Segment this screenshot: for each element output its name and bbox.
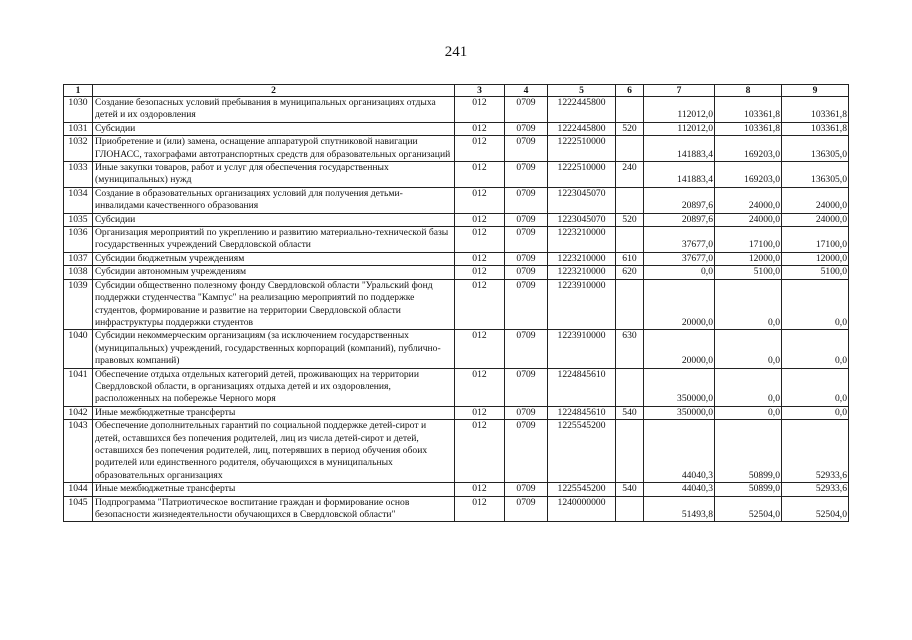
- table-row: [64, 187, 849, 213]
- amount-cell-7: 37677,0: [644, 227, 715, 253]
- amount-cell-9: 5100,0: [782, 266, 849, 279]
- target-article-cell: 1222445800: [548, 122, 616, 135]
- description-cell: Обеспечение отдыха отдельных категорий детей, проживающих на территории Свердловской области, в организациях отдыха детей и их оздоровления, расположенных на побережье Черного моря: [93, 368, 455, 406]
- section-code-cell: 0709: [505, 279, 548, 330]
- target-article-cell: 1240000000: [548, 496, 616, 522]
- description-cell: Обеспечение дополнительных гарантий по социальной поддержке детей-сирот и детей, оставшихся без попечения родителей, лиц из числа детей-сирот и детей, оставшихся без попечения родителей, лиц, потерявших в период обучения обоих родителей или единственного родителя, обучающихся в муниципальных образовательных организациях: [93, 420, 455, 483]
- header-row: [64, 85, 849, 97]
- description-cell: Иные межбюджетные трансферты: [93, 483, 455, 496]
- amount-cell-8: 103361,8: [715, 97, 782, 123]
- expense-type-cell: 630: [616, 330, 644, 368]
- table-row: [64, 136, 849, 162]
- target-article-cell: 1223910000: [548, 279, 616, 330]
- amount-cell-9: 0,0: [782, 330, 849, 368]
- ministry-code-cell: 012: [455, 483, 505, 496]
- amount-cell-7: 44040,3: [644, 420, 715, 483]
- description-cell: Субсидии: [93, 122, 455, 135]
- expense-type-cell: [616, 227, 644, 253]
- row-number-cell: 1038: [64, 266, 93, 279]
- amount-cell-9: 0,0: [782, 368, 849, 406]
- section-code-cell: 0709: [505, 227, 548, 253]
- description-cell: Иные межбюджетные трансферты: [93, 406, 455, 419]
- amount-cell-9: 0,0: [782, 406, 849, 419]
- description-cell: Иные закупки товаров, работ и услуг для обеспечения государственных (муниципальных) нужд: [93, 162, 455, 188]
- table-row: [64, 330, 849, 368]
- table-row: [64, 122, 849, 135]
- row-number-cell: 1040: [64, 330, 93, 368]
- amount-cell-9: 103361,8: [782, 122, 849, 135]
- row-number-cell: 1037: [64, 252, 93, 265]
- amount-cell-7: 20000,0: [644, 279, 715, 330]
- expense-type-cell: [616, 279, 644, 330]
- target-article-cell: 1224845610: [548, 406, 616, 419]
- column-header: 6: [616, 85, 644, 97]
- target-article-cell: 1223210000: [548, 266, 616, 279]
- amount-cell-8: 50899,0: [715, 420, 782, 483]
- section-code-cell: 0709: [505, 162, 548, 188]
- row-number-cell: 1036: [64, 227, 93, 253]
- expense-type-cell: 540: [616, 483, 644, 496]
- description-cell: Субсидии бюджетным учреждениям: [93, 252, 455, 265]
- description-cell: Субсидии общественно полезному фонду Свердловской области "Уральский фонд поддержки студенчества "Кампус" на реализацию мероприятий по поддержке студентов, формирование и развитие на территории Свердловской области инфраструктуры поддержки студентов: [93, 279, 455, 330]
- table-row: [64, 266, 849, 279]
- amount-cell-8: 169203,0: [715, 162, 782, 188]
- amount-cell-8: 50899,0: [715, 483, 782, 496]
- amount-cell-8: 0,0: [715, 406, 782, 419]
- ministry-code-cell: 012: [455, 406, 505, 419]
- target-article-cell: 1224845610: [548, 368, 616, 406]
- ministry-code-cell: 012: [455, 252, 505, 265]
- amount-cell-8: 0,0: [715, 279, 782, 330]
- target-article-cell: 1222510000: [548, 136, 616, 162]
- target-article-cell: 1225545200: [548, 483, 616, 496]
- section-code-cell: 0709: [505, 187, 548, 213]
- description-cell: Субсидии некоммерческим организациям (за исключением государственных (муниципальных) учреждений, государственных корпораций (компаний), публично-правовых компаний): [93, 330, 455, 368]
- row-number-cell: 1039: [64, 279, 93, 330]
- target-article-cell: 1223045070: [548, 187, 616, 213]
- description-cell: Субсидии: [93, 213, 455, 226]
- column-header: 3: [455, 85, 505, 97]
- row-number-cell: 1045: [64, 496, 93, 522]
- table-row: [64, 279, 849, 330]
- ministry-code-cell: 012: [455, 279, 505, 330]
- table-row: [64, 406, 849, 419]
- target-article-cell: 1222445800: [548, 97, 616, 123]
- expense-type-cell: 240: [616, 162, 644, 188]
- table-row: [64, 368, 849, 406]
- amount-cell-8: 169203,0: [715, 136, 782, 162]
- column-header: 4: [505, 85, 548, 97]
- page-number: 241: [444, 44, 468, 60]
- amount-cell-9: 52933,6: [782, 420, 849, 483]
- amount-cell-9: 136305,0: [782, 136, 849, 162]
- table-row: [64, 420, 849, 483]
- ministry-code-cell: 012: [455, 122, 505, 135]
- column-header: 2: [93, 85, 455, 97]
- amount-cell-9: 103361,8: [782, 97, 849, 123]
- amount-cell-9: 24000,0: [782, 187, 849, 213]
- table-row: [64, 483, 849, 496]
- description-cell: Субсидии автономным учреждениям: [93, 266, 455, 279]
- section-code-cell: 0709: [505, 97, 548, 123]
- row-number-cell: 1043: [64, 420, 93, 483]
- budget-table: [63, 84, 849, 522]
- amount-cell-7: 350000,0: [644, 368, 715, 406]
- row-number-cell: 1044: [64, 483, 93, 496]
- section-code-cell: 0709: [505, 330, 548, 368]
- amount-cell-9: 136305,0: [782, 162, 849, 188]
- amount-cell-9: 24000,0: [782, 213, 849, 226]
- amount-cell-8: 52504,0: [715, 496, 782, 522]
- target-article-cell: 1223045070: [548, 213, 616, 226]
- column-header: 5: [548, 85, 616, 97]
- amount-cell-9: 17100,0: [782, 227, 849, 253]
- section-code-cell: 0709: [505, 136, 548, 162]
- amount-cell-7: 350000,0: [644, 406, 715, 419]
- amount-cell-7: 20897,6: [644, 213, 715, 226]
- expense-type-cell: [616, 368, 644, 406]
- description-cell: Создание в образовательных организациях условий для получения детьми-инвалидами качественного образования: [93, 187, 455, 213]
- section-code-cell: 0709: [505, 266, 548, 279]
- expense-type-cell: [616, 136, 644, 162]
- amount-cell-7: 44040,3: [644, 483, 715, 496]
- description-cell: Организация мероприятий по укреплению и развитию материально-технической базы государственных учреждений Свердловской области: [93, 227, 455, 253]
- amount-cell-7: 20897,6: [644, 187, 715, 213]
- amount-cell-8: 24000,0: [715, 213, 782, 226]
- amount-cell-8: 12000,0: [715, 252, 782, 265]
- description-cell: Приобретение и (или) замена, оснащение аппаратурой спутниковой навигации ГЛОНАСС, тахографами автотранспортных средств для образовательных организаций: [93, 136, 455, 162]
- ministry-code-cell: 012: [455, 266, 505, 279]
- target-article-cell: 1223910000: [548, 330, 616, 368]
- section-code-cell: 0709: [505, 420, 548, 483]
- amount-cell-9: 52504,0: [782, 496, 849, 522]
- section-code-cell: 0709: [505, 496, 548, 522]
- description-cell: Подпрограмма "Патриотическое воспитание граждан и формирование основ безопасности жизнедеятельности обучающихся в Свердловской области": [93, 496, 455, 522]
- section-code-cell: 0709: [505, 213, 548, 226]
- amount-cell-8: 103361,8: [715, 122, 782, 135]
- ministry-code-cell: 012: [455, 496, 505, 522]
- ministry-code-cell: 012: [455, 330, 505, 368]
- row-number-cell: 1035: [64, 213, 93, 226]
- amount-cell-7: 141883,4: [644, 136, 715, 162]
- column-header: 1: [64, 85, 93, 97]
- ministry-code-cell: 012: [455, 420, 505, 483]
- amount-cell-8: 24000,0: [715, 187, 782, 213]
- expense-type-cell: [616, 420, 644, 483]
- ministry-code-cell: 012: [455, 213, 505, 226]
- amount-cell-7: 112012,0: [644, 122, 715, 135]
- amount-cell-8: 5100,0: [715, 266, 782, 279]
- amount-cell-7: 51493,8: [644, 496, 715, 522]
- target-article-cell: 1223210000: [548, 227, 616, 253]
- section-code-cell: 0709: [505, 122, 548, 135]
- ministry-code-cell: 012: [455, 368, 505, 406]
- section-code-cell: 0709: [505, 252, 548, 265]
- amount-cell-7: 20000,0: [644, 330, 715, 368]
- table-row: [64, 227, 849, 253]
- amount-cell-8: 17100,0: [715, 227, 782, 253]
- row-number-cell: 1031: [64, 122, 93, 135]
- row-number-cell: 1033: [64, 162, 93, 188]
- amount-cell-7: 37677,0: [644, 252, 715, 265]
- table-row: [64, 162, 849, 188]
- expense-type-cell: 610: [616, 252, 644, 265]
- section-code-cell: 0709: [505, 368, 548, 406]
- amount-cell-9: 52933,6: [782, 483, 849, 496]
- table-row: [64, 213, 849, 226]
- expense-type-cell: 520: [616, 122, 644, 135]
- ministry-code-cell: 012: [455, 162, 505, 188]
- section-code-cell: 0709: [505, 483, 548, 496]
- column-header: 7: [644, 85, 715, 97]
- table-row: [64, 496, 849, 522]
- target-article-cell: 1222510000: [548, 162, 616, 188]
- expense-type-cell: [616, 187, 644, 213]
- description-cell: Создание безопасных условий пребывания в муниципальных организациях отдыха детей и их оздоровления: [93, 97, 455, 123]
- amount-cell-7: 112012,0: [644, 97, 715, 123]
- expense-type-cell: 620: [616, 266, 644, 279]
- amount-cell-9: 0,0: [782, 279, 849, 330]
- expense-type-cell: 540: [616, 406, 644, 419]
- target-article-cell: 1223210000: [548, 252, 616, 265]
- ministry-code-cell: 012: [455, 227, 505, 253]
- expense-type-cell: [616, 97, 644, 123]
- table-row: [64, 252, 849, 265]
- ministry-code-cell: 012: [455, 187, 505, 213]
- ministry-code-cell: 012: [455, 97, 505, 123]
- table-row: [64, 97, 849, 123]
- column-header: 9: [782, 85, 849, 97]
- ministry-code-cell: 012: [455, 136, 505, 162]
- amount-cell-7: 0,0: [644, 266, 715, 279]
- column-header: 8: [715, 85, 782, 97]
- section-code-cell: 0709: [505, 406, 548, 419]
- expense-type-cell: 520: [616, 213, 644, 226]
- table-body: [64, 97, 849, 522]
- row-number-cell: 1032: [64, 136, 93, 162]
- amount-cell-7: 141883,4: [644, 162, 715, 188]
- row-number-cell: 1030: [64, 97, 93, 123]
- row-number-cell: 1034: [64, 187, 93, 213]
- target-article-cell: 1225545200: [548, 420, 616, 483]
- amount-cell-9: 12000,0: [782, 252, 849, 265]
- amount-cell-8: 0,0: [715, 330, 782, 368]
- amount-cell-8: 0,0: [715, 368, 782, 406]
- row-number-cell: 1042: [64, 406, 93, 419]
- expense-type-cell: [616, 496, 644, 522]
- row-number-cell: 1041: [64, 368, 93, 406]
